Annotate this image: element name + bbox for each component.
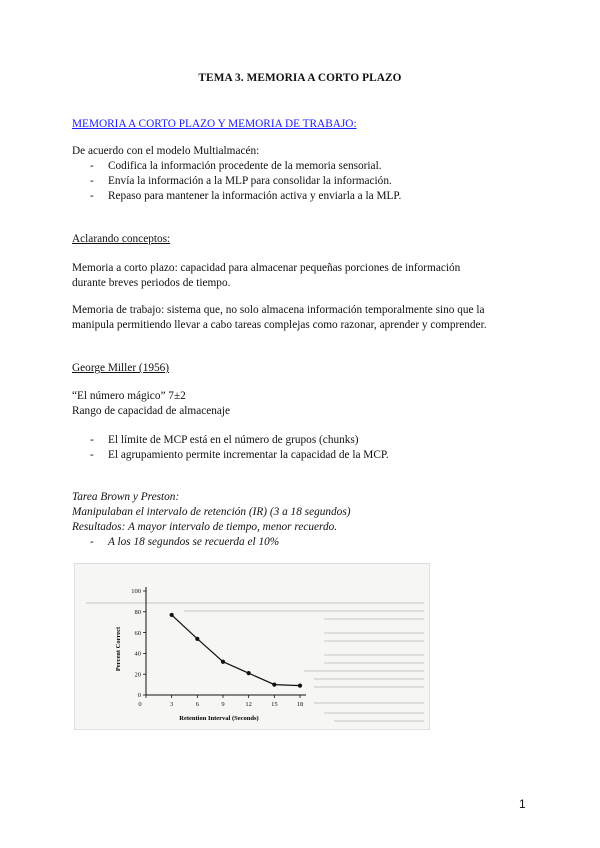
y-tick-label: 100 [131, 588, 141, 596]
y-tick-label: 0 [137, 692, 141, 700]
brown-preston-title: Tarea Brown y Preston: [72, 491, 180, 503]
bullet-dash: - [90, 175, 94, 187]
section-heading-miller: George Miller (1956) [72, 362, 170, 374]
mt-definition-line: manipula permitiendo llevar a cabo tareas complejas como razonar, aprender y comprender. [72, 319, 487, 331]
x-tick-label: 3 [170, 701, 174, 708]
bullet-dash: - [90, 449, 94, 461]
section-heading-mcp-mt: MEMORIA A CORTO PLAZO Y MEMORIA DE TRABAJO: [72, 118, 357, 130]
bullet-dash: - [90, 160, 94, 172]
mcp-definition-line: Memoria a corto plazo: capacidad para almacenar pequeñas porciones de información [72, 262, 461, 274]
bullet-item: El agrupamiento permite incrementar la capacidad de la MCP. [108, 449, 389, 461]
x-tick-label: 18 [296, 701, 304, 708]
magic-number-text: “El número mágico” 7±2 [72, 390, 186, 402]
y-tick-label: 20 [134, 671, 141, 679]
x-tick-label: 6 [195, 701, 199, 708]
retention-chart [74, 563, 430, 730]
bullet-dash: - [90, 190, 94, 202]
bullet-item: Codifica la información procedente de la memoria sensorial. [108, 160, 382, 172]
y-tick-label: 60 [134, 629, 141, 637]
mt-definition-line: Memoria de trabajo: sistema que, no solo almacena información temporalmente sino que la [72, 304, 485, 316]
mcp-definition-line: durante breves periodos de tiempo. [72, 277, 231, 289]
data-point [247, 671, 251, 675]
capacity-range-text: Rango de capacidad de almacenaje [72, 405, 231, 417]
data-point [170, 613, 174, 617]
x-axis-label: Retention Interval (Seconds) [179, 715, 259, 722]
page-title: TEMA 3. MEMORIA A CORTO PLAZO [198, 72, 402, 84]
bullet-dash: - [90, 536, 94, 548]
bullet-dash: - [90, 434, 94, 446]
bullet-item: A los 18 segundos se recuerda el 10% [108, 536, 280, 548]
brown-preston-method: Manipulaban el intervalo de retención (IR) (3 a 18 segundos) [72, 506, 351, 518]
x-tick-label: 15 [271, 701, 278, 708]
bullet-item: Repaso para mantener la información activa y enviarla a la MLP. [108, 190, 402, 202]
data-point [272, 683, 276, 687]
intro-text: De acuerdo con el modelo Multialmacén: [72, 145, 260, 157]
data-point [195, 637, 199, 641]
bullet-item: El límite de MCP está en el número de grupos (chunks) [108, 434, 359, 446]
brown-preston-results: Resultados: A mayor intervalo de tiempo, menor recuerdo. [72, 521, 338, 533]
x-tick-label: 0 [138, 701, 142, 708]
y-tick-label: 80 [134, 609, 141, 616]
bullet-item: Envía la información a la MLP para consolidar la información. [108, 175, 392, 187]
section-heading-concepts: Aclarando conceptos: [72, 233, 171, 245]
chart-background [74, 563, 430, 730]
y-axis-label: Percent Correct [115, 626, 122, 672]
data-point [298, 684, 302, 688]
x-tick-label: 12 [245, 701, 252, 708]
x-tick-label: 9 [221, 701, 225, 708]
y-tick-label: 40 [134, 650, 141, 658]
data-point [221, 660, 225, 664]
page-number: 1 [519, 797, 526, 811]
